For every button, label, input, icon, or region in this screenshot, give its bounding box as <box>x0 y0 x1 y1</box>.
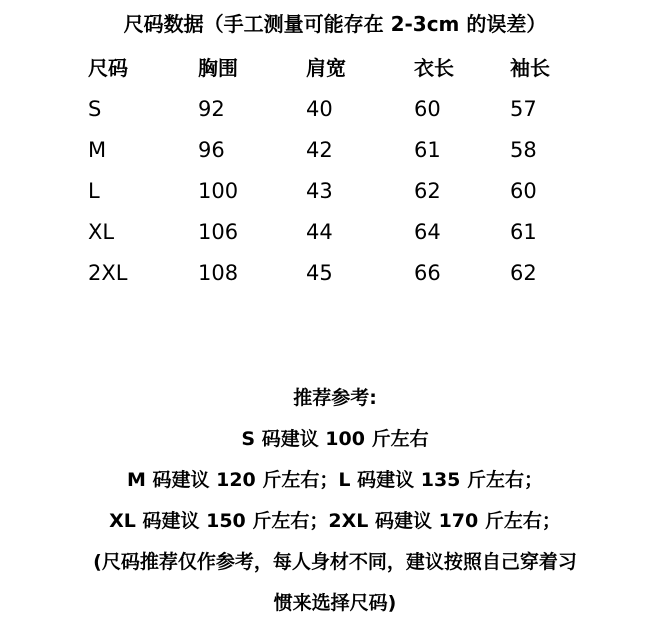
chest-cell: 92 <box>198 97 225 121</box>
recommendation-line: S 码建议 100 斤左右 <box>241 428 429 450</box>
recommendation-line: M 码建议 120 斤左右；L 码建议 135 斤左右； <box>126 469 544 491</box>
size-chart-title: 尺码数据（手工测量可能存在 2-3cm 的误差） <box>123 12 547 36</box>
recommendation-note: (尺码推荐仅作参考，每人身材不同，建议按照自己穿着习 <box>93 551 577 573</box>
header-chest: 胸围 <box>198 56 238 80</box>
shoulder-cell: 44 <box>306 220 333 244</box>
length-cell: 66 <box>414 261 441 285</box>
size-cell: M <box>88 138 107 162</box>
shoulder-cell: 40 <box>306 97 333 121</box>
chest-cell: 100 <box>198 179 239 203</box>
recommendation-note: 惯来选择尺码) <box>273 592 397 614</box>
chest-cell: 96 <box>198 138 225 162</box>
header-length: 衣长 <box>414 56 454 80</box>
header-sleeve: 袖长 <box>510 56 550 80</box>
sleeve-cell: 61 <box>510 220 537 244</box>
sleeve-cell: 58 <box>510 138 537 162</box>
size-table-body <box>0 94 670 299</box>
table-row <box>0 135 670 176</box>
table-row <box>0 94 670 135</box>
header-size: 尺码 <box>88 56 128 80</box>
size-cell: XL <box>88 220 115 244</box>
shoulder-cell: 42 <box>306 138 333 162</box>
sleeve-cell: 62 <box>510 261 537 285</box>
table-row <box>0 217 670 258</box>
size-cell: S <box>88 97 102 121</box>
header-shoulder: 肩宽 <box>306 56 346 80</box>
sleeve-cell: 57 <box>510 97 537 121</box>
table-header-row <box>0 53 670 83</box>
size-cell: L <box>88 179 100 203</box>
shoulder-cell: 43 <box>306 179 333 203</box>
shoulder-cell: 45 <box>306 261 333 285</box>
size-recommendation <box>0 385 670 631</box>
recommendation-line: XL 码建议 150 斤左右；2XL 码建议 170 斤左右； <box>109 510 561 532</box>
table-row <box>0 176 670 217</box>
size-cell: 2XL <box>88 261 128 285</box>
length-cell: 62 <box>414 179 441 203</box>
recommendation-heading: 推荐参考: <box>293 387 377 409</box>
chest-cell: 108 <box>198 261 239 285</box>
length-cell: 61 <box>414 138 441 162</box>
length-cell: 64 <box>414 220 441 244</box>
chest-cell: 106 <box>198 220 239 244</box>
sleeve-cell: 60 <box>510 179 537 203</box>
table-row <box>0 258 670 299</box>
length-cell: 60 <box>414 97 441 121</box>
